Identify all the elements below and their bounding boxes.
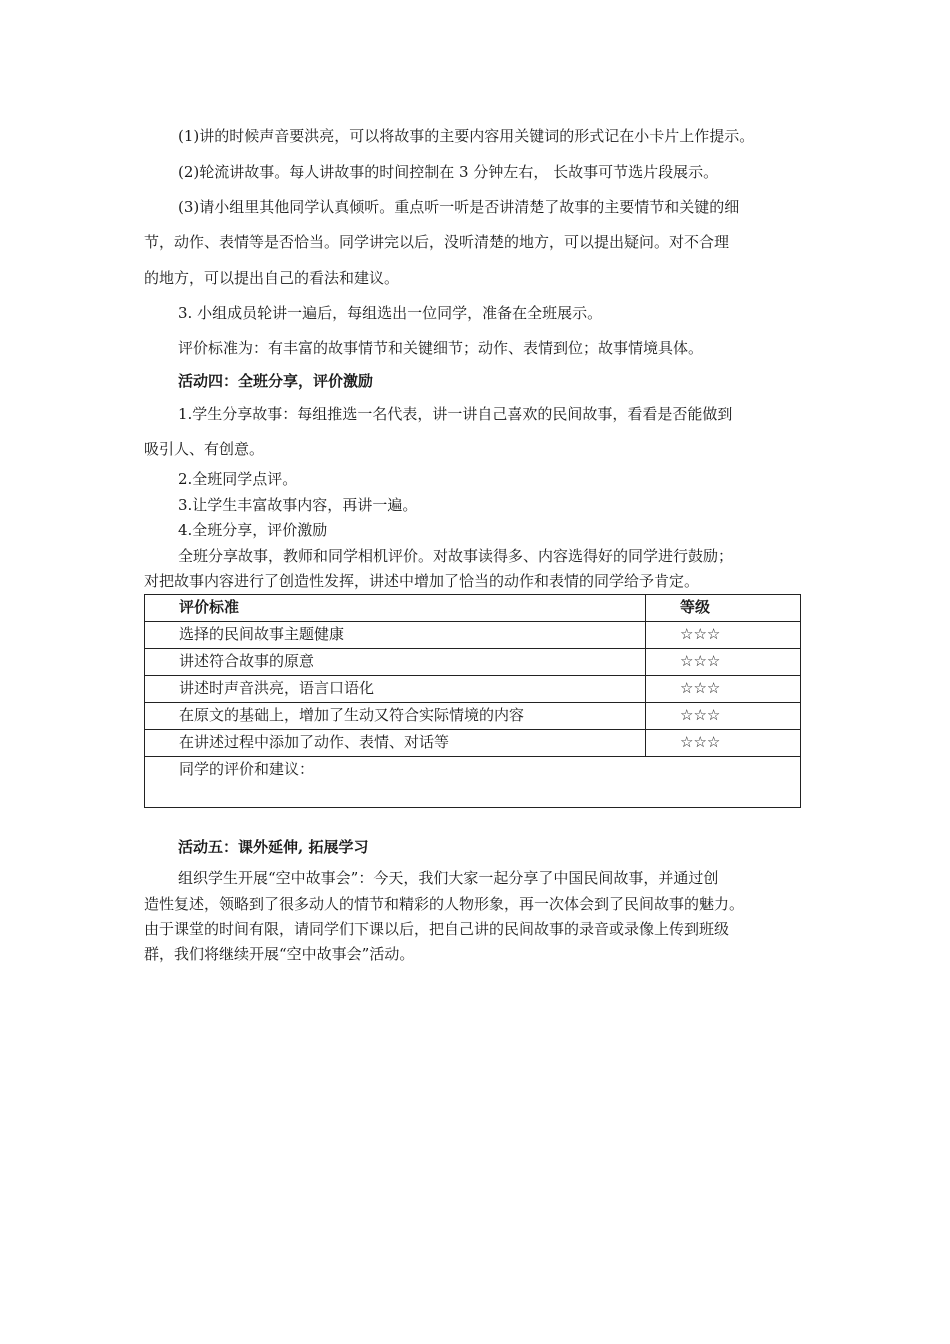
star-rating-icon: ☆☆☆ [646, 676, 801, 703]
table-header-criterion: 评价标准 [145, 595, 646, 622]
table-header-row [145, 595, 801, 622]
paragraph-2: (2)轮流讲故事。每人讲故事的时间控制在 3 分钟左右， 长故事可节选片段展示。 [178, 163, 719, 181]
paragraph-8: 3.让学生丰富故事内容，再讲一遍。 [178, 496, 418, 514]
table-cell-criterion: 在讲述过程中添加了动作、表情、对话等 [145, 730, 646, 757]
paragraph-5: 评价标准为：有丰富的故事情节和关键细节；动作、表情到位；故事情境具体。 [178, 339, 704, 357]
table-comment-row [145, 757, 801, 808]
section-heading-activity-4: 活动四：全班分享，评价激励 [178, 372, 374, 390]
star-rating-icon: ☆☆☆ [646, 622, 801, 649]
paragraph-9: 4.全班分享，评价激励 [178, 521, 328, 539]
paragraph-6-line-2: 吸引人、有创意。 [144, 440, 265, 458]
paragraph-1: (1)讲的时候声音要洪亮，可以将故事的主要内容用关键词的形式记在小卡片上作提示。 [178, 127, 755, 145]
paragraph-11-line-1: 组织学生开展“空中故事会”：今天，我们大家一起分享了中国民间故事，并通过创 [178, 869, 719, 887]
table-header-grade: 等级 [646, 595, 801, 622]
table-row [145, 703, 801, 730]
table-cell-criterion: 选择的民间故事主题健康 [145, 622, 646, 649]
table-row [145, 676, 801, 703]
table-cell-criterion: 讲述符合故事的原意 [145, 649, 646, 676]
table-row [145, 649, 801, 676]
paragraph-10-line-2: 对把故事内容进行了创造性发挥，讲述中增加了恰当的动作和表情的同学给予肯定。 [144, 572, 700, 590]
star-rating-icon: ☆☆☆ [646, 730, 801, 757]
paragraph-3-line-3: 的地方，可以提出自己的看法和建议。 [144, 269, 400, 287]
paragraph-11-line-4: 群，我们将继续开展“空中故事会”活动。 [144, 945, 415, 963]
paragraph-11-line-3: 由于课堂的时间有限，请同学们下课以后，把自己讲的民间故事的录音或录像上传到班级 [144, 920, 730, 938]
star-rating-icon: ☆☆☆ [646, 703, 801, 730]
paragraph-3-line-2: 节，动作、表情等是否恰当。同学讲完以后，没听清楚的地方，可以提出疑问。对不合理 [144, 233, 730, 251]
table-comment-cell: 同学的评价和建议： [145, 757, 801, 808]
star-rating-icon: ☆☆☆ [646, 649, 801, 676]
table-cell-criterion: 在原文的基础上，增加了生动又符合实际情境的内容 [145, 703, 646, 730]
paragraph-10-line-1: 全班分享故事，教师和同学相机评价。对故事读得多、内容选得好的同学进行鼓励； [178, 547, 734, 565]
table-row [145, 622, 801, 649]
paragraph-3-line-1: (3)请小组里其他同学认真倾听。重点听一听是否讲清楚了故事的主要情节和关键的细 [178, 198, 740, 216]
paragraph-7: 2.全班同学点评。 [178, 470, 298, 488]
section-heading-activity-5: 活动五：课外延伸, 拓展学习 [178, 838, 369, 856]
table-row [145, 730, 801, 757]
table-cell-criterion: 讲述时声音洪亮，语言口语化 [145, 676, 646, 703]
paragraph-4: 3. 小组成员轮讲一遍后，每组选出一位同学，准备在全班展示。 [178, 304, 603, 322]
evaluation-table [144, 594, 801, 808]
paragraph-6-line-1: 1.学生分享故事：每组推选一名代表，讲一讲自己喜欢的民间故事，看看是否能做到 [178, 405, 733, 423]
paragraph-11-line-2: 造性复述，领略到了很多动人的情节和精彩的人物形象，再一次体会到了民间故事的魅力。 [144, 895, 745, 913]
